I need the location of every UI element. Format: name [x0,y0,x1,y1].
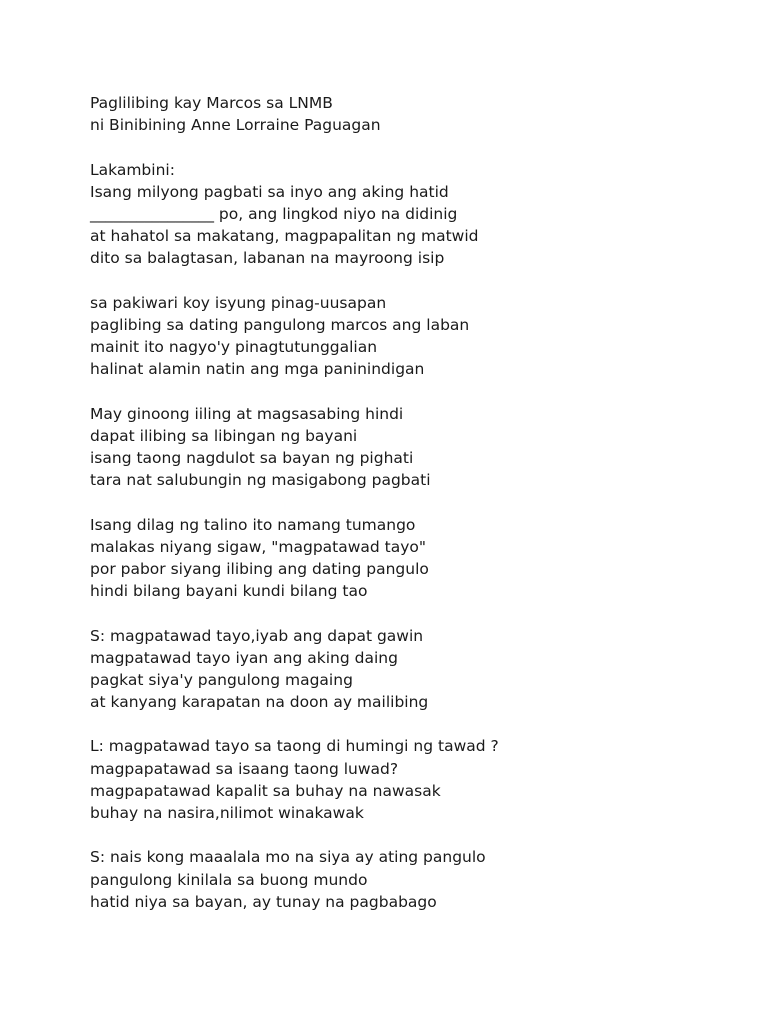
spacer [90,270,730,292]
stanza-line: magpapatawad kapalit sa buhay na nawasak [90,781,441,800]
stanza-line: buhay na nasira,nilimot winakawak [90,804,364,822]
stanza [90,735,730,824]
stanza [90,292,730,381]
spacer [90,713,730,735]
stanza-line: S: magpatawad tayo,iyab ang dapat gawin [90,626,424,645]
stanza-line: pangulong kinilala sa buong mundo [90,870,368,889]
document-byline: ni Binibining Anne Lorraine Paguagan [90,116,381,135]
stanza-line: Isang dilag ng talino ito namang tumango [90,515,416,534]
document-title: Paglilibing kay Marcos sa LNMB [90,94,333,112]
stanza-line: L: magpatawad tayo sa taong di humingi ng tawad ? [90,737,499,756]
stanza [90,159,730,270]
spacer [90,380,730,402]
stanza-line: por pabor siyang ilibing ang dating pangulo [90,559,429,578]
spacer [90,602,730,624]
stanza-line: sa pakiwari koy isyung pinag-uusapan [90,293,387,312]
stanza [90,625,730,714]
spacer [90,491,730,513]
stanza-line: tara nat salubungin ng masigabong pagbati [90,471,431,490]
stanza-line: isang taong nagdulot sa bayan ng pighati [90,449,414,467]
stanza-line: at kanyang karapatan na doon ay mailibing [90,693,429,712]
stanza-line: dito sa balagtasan, labanan na mayroong isip [90,249,445,268]
stanza-line: S: nais kong maaalala mo na siya ay ating pangulo [90,848,486,867]
spacer [90,136,730,158]
stanza [90,403,730,492]
stanza [90,514,730,603]
stanza-line: halinat alamin natin ang mga paninindigan [90,360,425,379]
stanza-line: Isang milyong pagbati sa inyo ang aking hatid [90,182,449,201]
stanza-line: pagkat siya'y pangulong magaing [90,670,353,689]
stanza-line: Lakambini: [90,160,175,179]
stanza-line: dapat ilibing sa libingan ng bayani [90,426,358,445]
stanza-line: mainit ito nagyo'y pinagtutunggalian [90,338,378,357]
stanza-line: hatid niya sa bayan, ay tunay na pagbabago [90,892,437,911]
stanza-line: malakas niyang sigaw, "magpatawad tayo" [90,537,427,556]
stanza-line: magpapatawad sa isaang taong luwad? [90,759,399,778]
stanza-line: hindi bilang bayani kundi bilang tao [90,582,368,601]
document-page [90,92,730,913]
stanza-line: paglibing sa dating pangulong marcos ang laban [90,315,470,334]
spacer [90,824,730,846]
stanza-line: ________________ po, ang lingkod niyo na didinig [90,204,458,223]
stanza-line: at hahatol sa makatang, magpapalitan ng matwid [90,227,479,246]
stanza-line: May ginoong iiling at magsasabing hindi [90,404,404,423]
stanza-line: magpatawad tayo iyan ang aking daing [90,648,398,667]
stanza [90,846,730,913]
